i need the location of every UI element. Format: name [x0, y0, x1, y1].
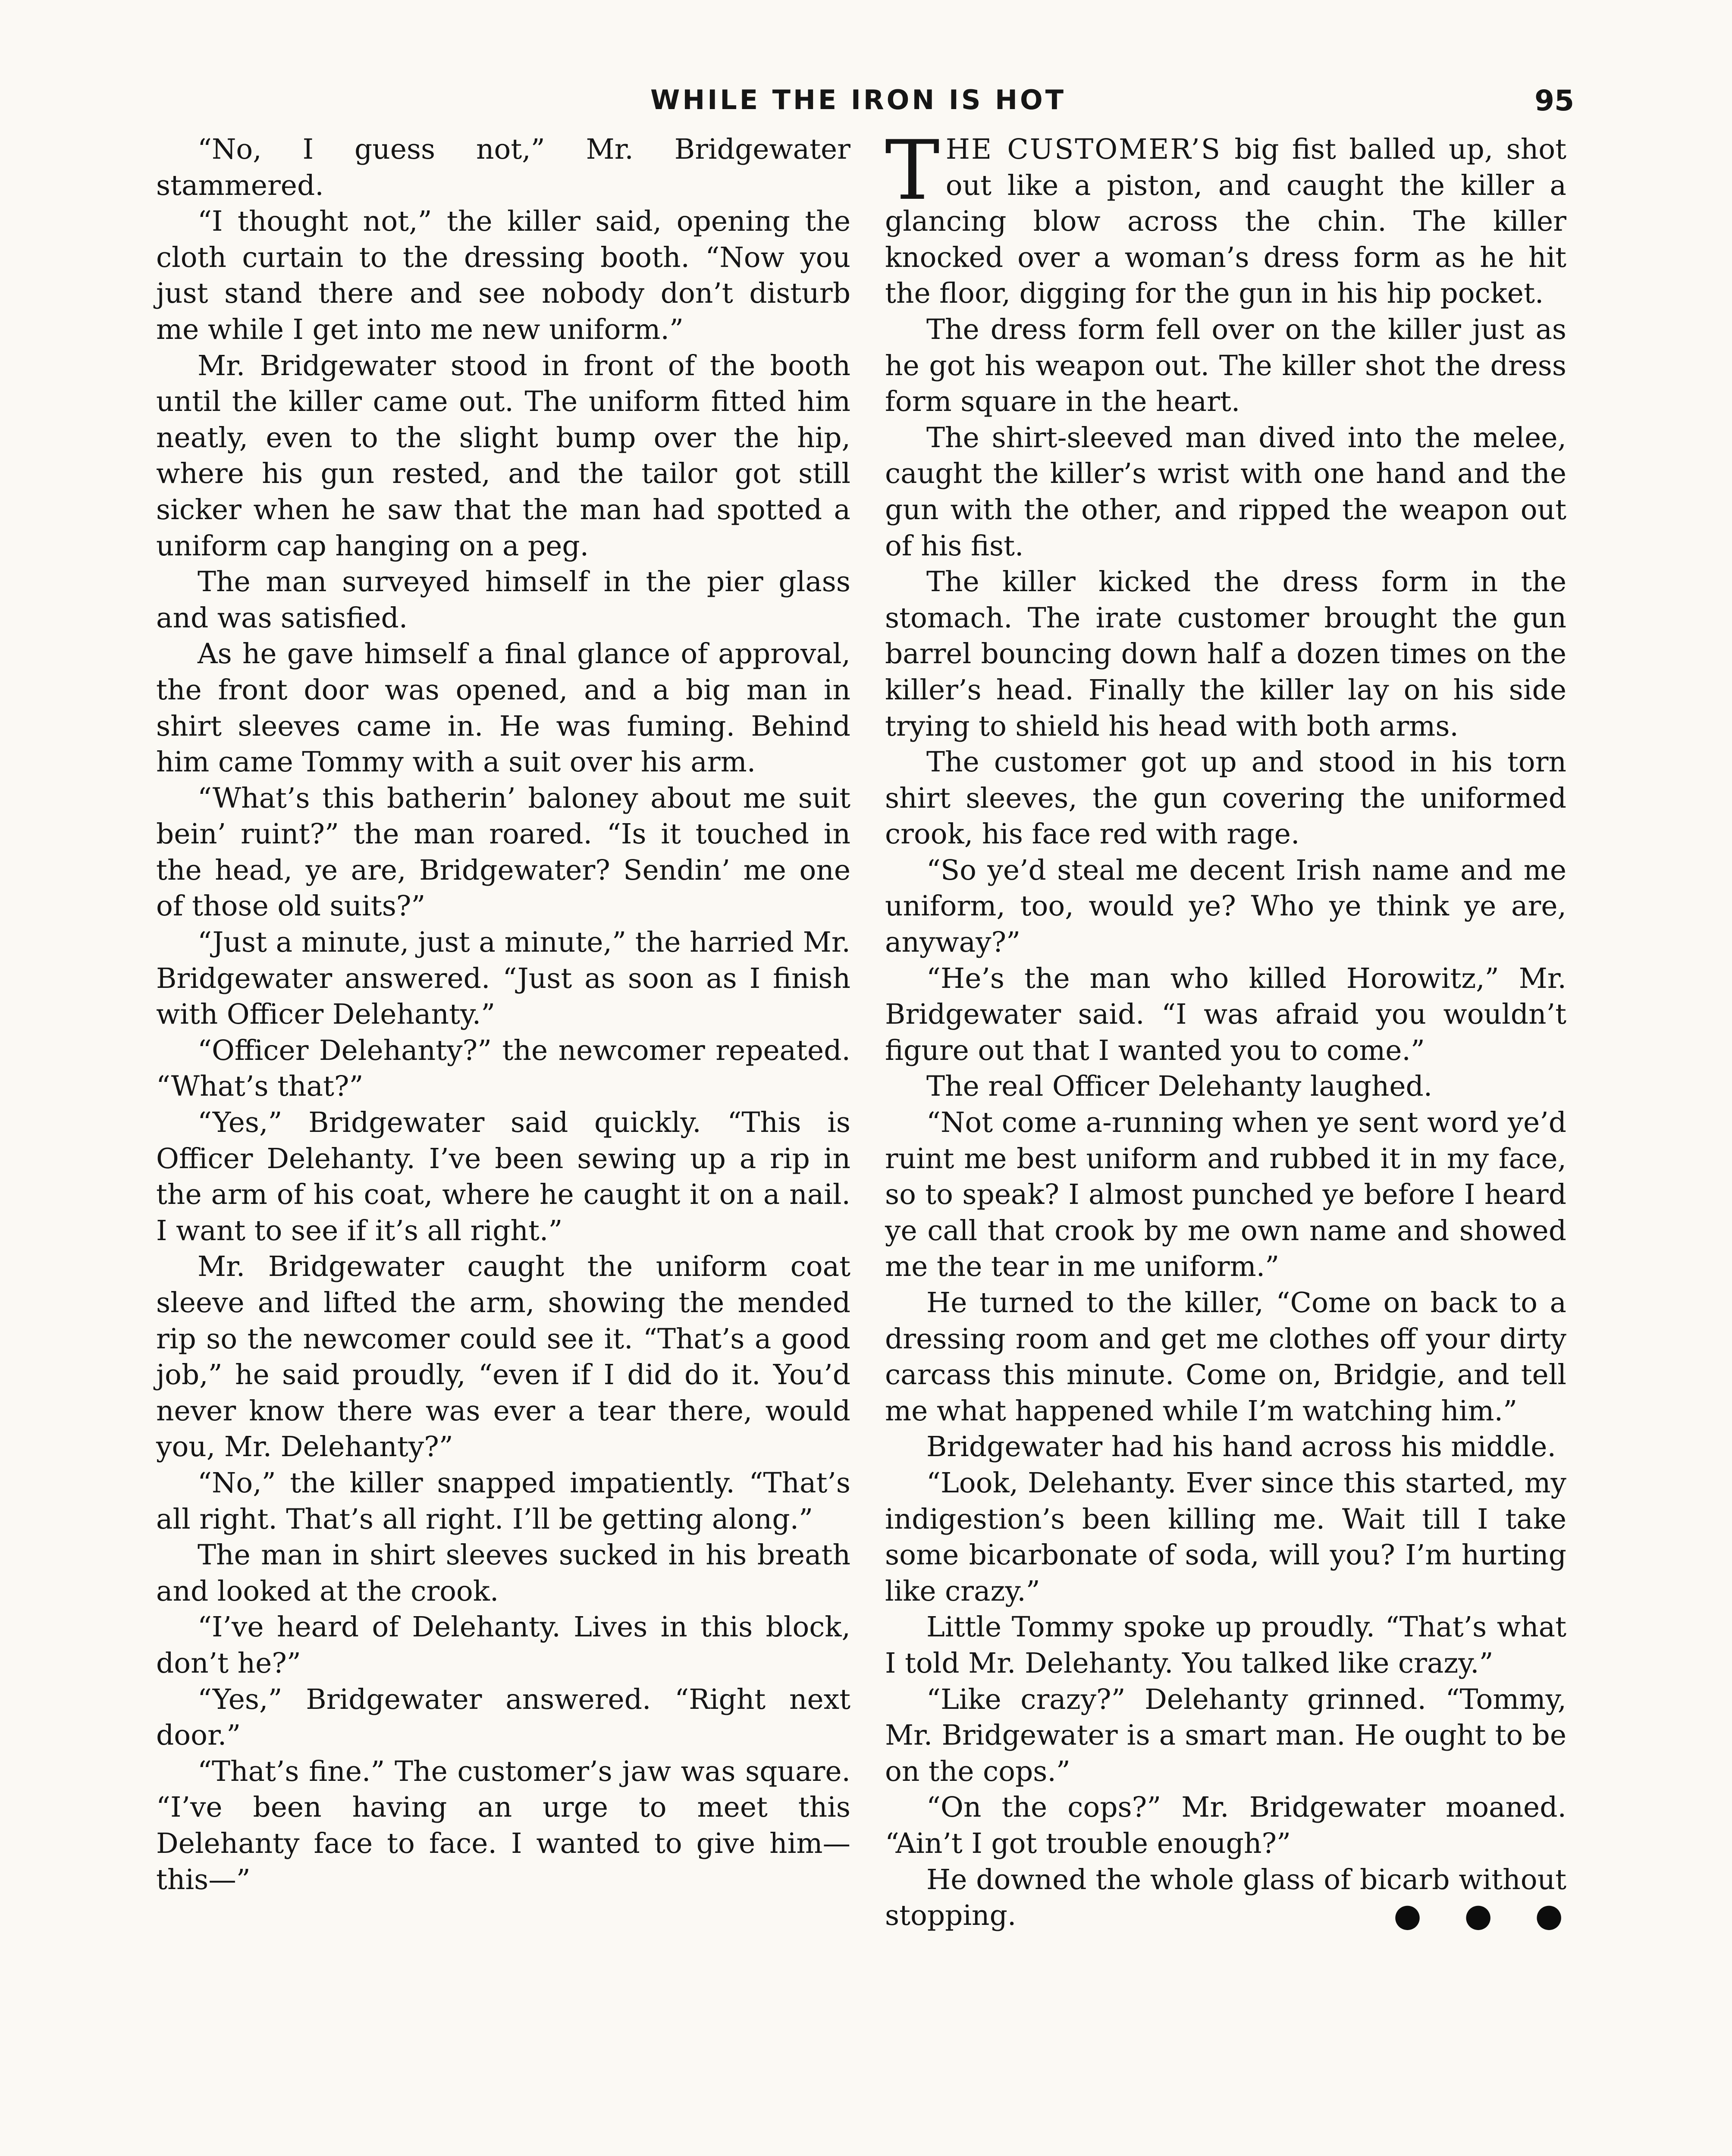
lead-paragraph: [885, 123, 1567, 312]
paragraph: “What’s this batherin’ baloney about me suit bein’ ruint?” the man roared. “Is it touched in the head, ye are, Bridgewater? Sendin’ me one of those old suits?”: [156, 782, 850, 923]
lead-caps: HE CUSTOMER’S: [945, 133, 1222, 166]
paragraph: The shirt-sleeved man dived into the melee, caught the killer’s wrist with one hand and the gun with the other, and ripped the weapon out of his fist.: [885, 421, 1566, 562]
paragraph: “I thought not,” the killer said, opening the cloth curtain to the dressing booth. “Now you just stand there and see nobody don’t disturb me while I get into me new uniform.”: [156, 205, 850, 346]
paragraph: “Look, Delehanty. Ever since this started, my indigestion’s been killing me. Wait till I take some bicarbonate of soda, will you? I’m hurting like crazy.”: [885, 1467, 1566, 1608]
paragraph: “He’s the man who killed Horowitz,” Mr. Bridgewater said. “I was afraid you wouldn’t figure out that I wanted you to come.”: [885, 962, 1566, 1067]
paragraph: “Like crazy?” Delehanty grinned. “Tommy, Mr. Bridgewater is a smart man. He ought to be on the cops.”: [885, 1683, 1566, 1788]
end-of-story-mark: ● ● ●: [1393, 1897, 1579, 1934]
paragraph: As he gave himself a final glance of approval, the front door was opened, and a big man in shirt sleeves came in. He was fuming. Behind him came Tommy with a suit over his arm.: [156, 638, 850, 779]
paragraph: “Not come a-running when ye sent word ye’d ruint me best uniform and rubbed it in my face, so to speak? I almost punched ye before I heard ye call that crook by me own name and showed me the tear in me uniform.”: [885, 1106, 1566, 1283]
paragraph: The dress form fell over on the killer just as he got his weapon out. The killer shot the dress form square in the heart.: [885, 313, 1566, 418]
final-paragraph: [885, 1862, 1579, 1934]
paragraph: The killer kicked the dress form in the stomach. The irate customer brought the gun barrel bouncing down half a dozen times on the killer’s head. Finally the killer lay on his side trying to shield his head with both arms.: [885, 566, 1566, 743]
drop-cap: T: [885, 123, 940, 218]
paragraph: The man surveyed himself in the pier glass and was satisfied.: [156, 566, 850, 634]
paragraph: Mr. Bridgewater stood in front of the booth until the killer came out. The uniform fitted him neatly, even to the slight bump over the hip, where his gun rested, and the tailor got still sicker when he saw that the man had spotted a uniform cap hanging on a peg.: [156, 349, 850, 562]
lead-text: big fist balled up, shot out like a piston, and caught the killer a glancing blow across the chin. The killer knocked over a woman’s dress form as he hit the floor, digging for the gun in his hip pocket.: [885, 133, 1567, 310]
paragraph: Bridgewater had his hand across his middle.: [926, 1431, 1556, 1463]
paragraph: Mr. Bridgewater caught the uniform coat sleeve and lifted the arm, showing the mended rip so the newcomer could see it. “That’s a good job,” he said proudly, “even if I did do it. You’d never know there was ever a tear there, would you, Mr. Delehanty?”: [156, 1250, 850, 1463]
paragraph: “No, I guess not,” Mr. Bridgewater stammered.: [156, 133, 850, 202]
paragraph: “Officer Delehanty?” the newcomer repeated. “What’s that?”: [156, 1034, 850, 1103]
paragraph: “I’ve heard of Delehanty. Lives in this block, don’t he?”: [156, 1611, 850, 1680]
paragraph: “That’s fine.” The customer’s jaw was square. “I’ve been having an urge to meet this Delehanty face to face. I wanted to give him—this—”: [156, 1755, 850, 1896]
right-column: [885, 123, 1579, 1934]
paragraph: “So ye’d steal me decent Irish name and me uniform, too, would ye? Who ye think ye are, anyway?”: [885, 854, 1566, 959]
paragraph: The man in shirt sleeves sucked in his breath and looked at the crook.: [156, 1539, 850, 1608]
left-column: [156, 132, 850, 1898]
paragraph: “Just a minute, just a minute,” the harried Mr. Bridgewater answered. “Just as soon as I finish with Officer Delehanty.”: [156, 926, 850, 1031]
final-text: He downed the whole glass of bicarb without stopping.: [885, 1863, 1566, 1932]
page-header: [142, 84, 1574, 132]
paragraph: “No,” the killer snapped impatiently. “That’s all right. That’s all right. I’ll be getting along.”: [156, 1467, 850, 1536]
paragraph: “Yes,” Bridgewater said quickly. “This is Officer Delehanty. I’ve been sewing up a rip in the arm of his coat, where he caught it on a nail. I want to see if it’s all right.”: [156, 1106, 850, 1247]
paragraph: He turned to the killer, “Come on back to a dressing room and get me clothes off your dirty carcass this minute. Come on, Bridgie, and tell me what happened while I’m watching him.”: [885, 1287, 1566, 1427]
paragraph: “Yes,” Bridgewater answered. “Right next door.”: [156, 1683, 850, 1752]
paragraph: The customer got up and stood in his torn shirt sleeves, the gun covering the uniformed crook, his face red with rage.: [885, 746, 1566, 851]
paragraph: The real Officer Delehanty laughed.: [926, 1070, 1433, 1103]
paragraph: Little Tommy spoke up proudly. “That’s what I told Mr. Delehanty. You talked like crazy.”: [885, 1611, 1566, 1680]
page-number: 95: [1534, 84, 1574, 117]
paragraph: “On the cops?” Mr. Bridgewater moaned. “Ain’t I got trouble enough?”: [885, 1791, 1566, 1860]
running-title: WHILE THE IRON IS HOT: [650, 84, 1067, 116]
